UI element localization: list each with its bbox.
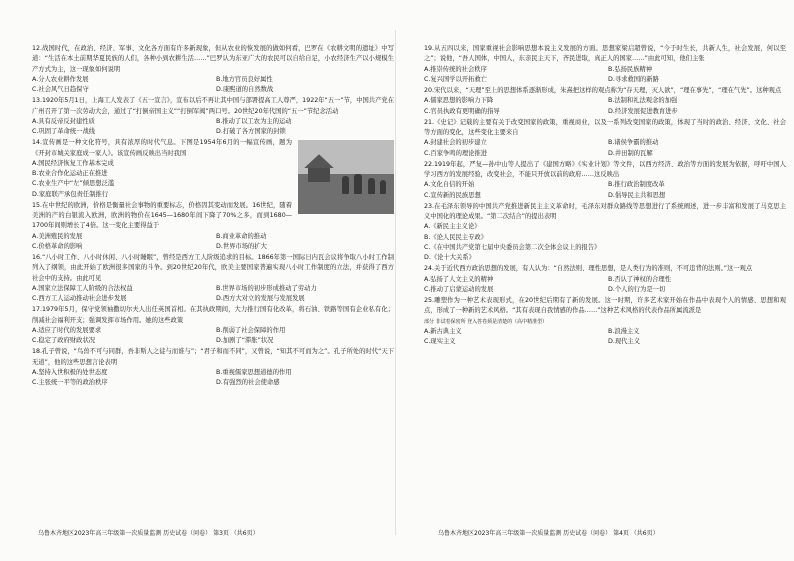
answer-options (32, 75, 394, 96)
answer-option: D.康熙道的自然数战 (216, 86, 274, 93)
question (32, 96, 394, 137)
question-text: 20.宋代以来，“天理”至上的思想体系逐渐形成，朱熹把这样的观点称为“存天理，灭人欲”，“理在事先”，“理在气先”。这种观点 (424, 87, 782, 94)
question-text: 16.“八小时工作、八小时休闲、八小时睡眠”，曾经是西方工人阶级追求的目标。1866年第一国际日内瓦会议将争取八小时工作制列入了纲领，由此开始了欧洲很多国家的斗争。到20世纪20年代，欧美主要国家普遍实现八小时工作制度的立法，并获得了西方社会中的支持。由此可见 (32, 254, 394, 282)
question (424, 264, 786, 295)
answer-options (32, 232, 394, 253)
answer-option: A.文化自信的开始 (424, 181, 475, 189)
question (424, 44, 786, 85)
answer-option: D.打破了各方国家的封锁 (216, 128, 286, 135)
question-text: 18.孔子曾说，“鸟兽不可与同群，吾非斯人之徒与而谁与”；“君子和而不同”，又曾说，“知其不可而为之”。孔子所处的时代“天下无道”，他的这些思想言论表明 (32, 348, 394, 366)
answer-options (32, 117, 394, 138)
question (424, 86, 786, 117)
question (424, 296, 786, 347)
answer-option: C.复兴国学以开拓救亡 (424, 75, 488, 83)
answer-options (424, 180, 786, 201)
answer-option: B.弘扬民族精神 (608, 65, 653, 73)
answer-option: C.农业生产中“左”倾思想泛滥 (32, 180, 115, 188)
answer-option: B.推行政治制度改革 (608, 181, 665, 189)
answer-option: D.加剧了“滞胀”状况 (216, 337, 274, 344)
answer-option: C.稳定了政府财政状况 (32, 337, 96, 344)
question (424, 160, 786, 201)
answer-option: A.分人农业耕作发展 (32, 75, 89, 83)
answer-options (424, 222, 786, 263)
answer-option: C.巩固了革命统一战线 (32, 128, 96, 135)
answer-option: A.美洲殖民的发展 (32, 232, 83, 240)
answer-option: A.具有反帝反封建性质 (32, 117, 95, 125)
answer-options (424, 327, 786, 348)
right-page-column (424, 44, 786, 348)
answer-option: A.坚持入世积极的处世态度 (32, 368, 108, 376)
answer-option: C.官员执政有更明确的指导 (424, 107, 500, 115)
answer-option: D.经济发展促进教育进步 (608, 107, 678, 115)
answer-option: C.百家争鸣的理论推进 (424, 149, 488, 157)
question-text: 24.关于近代西方政治思想的发展，有人认为：“自然法则、理性思想，是人类行为的准则，不可违背的法则。”这一观点 (424, 265, 753, 273)
propaganda-poster-image (298, 140, 394, 214)
answer-option: D.倡导民主共和思想 (608, 191, 666, 199)
question-text: 17.1979年5月，保守党领袖撒切尔夫人出任英国首相。在其执政期间，大力推行国有化改革，将石油、铁路等国有企业私有化；削减社会福利开支；强调发挥市场作用。她的这些政策 (32, 306, 394, 324)
right-page-footer: 乌鲁木齐地区2023年高三年级第一次质量监测 历史试卷（问卷） 第4页 （共6页） (438, 530, 659, 537)
answer-option: C.宣传新的民族思想 (424, 191, 481, 199)
answer-option: B.法制和礼法观念的加强 (608, 97, 678, 105)
answer-option: B.浪漫主义 (608, 327, 640, 335)
answer-option: A.推崇传统的社会秩序 (424, 65, 487, 73)
answer-options (424, 65, 786, 86)
answer-option: A.封建社会的初步建立 (424, 139, 487, 147)
answer-option: D.井田制的瓦解 (608, 149, 653, 157)
question-text: 13.1920年5月1日，上海工人发表了《五一宣言》，宣布以后不再让其中国与部署提高工人尊严，1922年“五一”节，中国共产党在广州召开了第一次劳动大会，通过了“打倒帝国主义”“打倒军阀”两口号。20世纪20年代国的“五一”节纪念活动 (32, 97, 394, 115)
answer-option: B.地方官员良好属性 (216, 75, 273, 83)
question-text: 21.《史记》记载的主要有关于改变国家的政策，重视商业，以及一系列改变国家的政策，体现了当时的政治、经济、文化、社会等方面的变化，这些变化主要来自 (424, 118, 786, 136)
answer-option: C.社会风气日趋保守 (32, 86, 89, 93)
answer-option: B.重视儒家思想道德的作用 (216, 368, 292, 376)
answer-option: A.儒家思想的影响力下降 (424, 97, 494, 105)
answer-option: A.适应了时代的发展要求 (32, 326, 102, 334)
question (32, 305, 394, 346)
question-text: 15.在中世纪的欧洲，价格是衡量社会事物的重要标志，价格因其变动而发展。16世纪，随着美洲的产的白银流入欧洲，欧洲的物价在1645—1680年间下降了70%之多，而到1680—1700年间则增长了4倍。这一变化主要得益于 (32, 201, 292, 230)
answer-option: A.国民经济恢复工作基本完成 (32, 159, 114, 167)
left-page-footer: 乌鲁木齐地区2023年高三年级第一次质量监测 历史试卷（问卷） 第3页 （共6页） (38, 530, 259, 537)
answer-options (424, 96, 786, 117)
answer-option: C.主张统一平等的政治秩序 (32, 379, 108, 386)
answer-option: B.世界市场的初步形成推动了劳动力 (216, 284, 317, 292)
question-note: 部分 非试卷保密所 登入答卷须是清楚的（高中精准型） (424, 318, 548, 325)
answer-option: D.寻求救国的新路 (608, 75, 659, 83)
answer-options (32, 368, 394, 389)
left-page-column (32, 44, 394, 389)
answer-option: A.国家立法保障工人阶级的合法权益 (32, 284, 133, 292)
answer-option: A.弘扬了人文主义的精神 (424, 275, 494, 283)
answer-option: B.商业革命的推动 (216, 232, 267, 240)
question-text: 12.战国时代，在政治、经济、军事、文化各方面有许多新现象，但从农业的恢发展的做如何看，巴罗在《农耕文明的遗址》中写道：“生活在本土前期华夏民族的人们，各种小到农耕生活……”巴罗认为东亚广大的农民可以自给自足，小农经济生产以小规模生产方式为主，这一现象如何说明 (32, 45, 394, 73)
answer-option: B.《论人民民主专政》 (424, 233, 487, 241)
question (32, 44, 394, 95)
question-text: 23.在毛泽东领导的中国共产党推进新民主主义革命时，毛泽东对群众路线等思想进行了系统阐述，进一步丰富和发展了马克思主义中国化的理论成果。“第二次结合”的提出表明 (424, 202, 786, 220)
answer-option: D.《论十大关系》 (424, 254, 475, 261)
question-text: 22.1919年起，严复—孙中山等人提出了《建国方略》《实业计划》等文件，以西方经济、政治等方面的发展为依据，呼吁中国人学习西方的发展经验，改变社会，不能只开放以前的政府……这反映出 (424, 160, 786, 178)
question-text: 25.雕塑作为一种艺术表现形式，在20世纪后期有了新的发展。这一时期，许多艺术家开始在作品中表现个人的情感、思想和观点，形成了一种新的艺术风格。“其有表现自我情感的作品……”这种艺术风格的代表作品所属流派是 (424, 297, 786, 315)
answer-options (32, 326, 394, 347)
answer-option: B.诸侯争霸的推动 (608, 139, 659, 147)
answer-option: C.现实主义 (424, 338, 456, 345)
question-text: 14.宣传画是一种文化符号，具有浓厚的时代气息。下图是1954年6月的一幅宣传画，题为《开封市城关家庭成一家人》。该宣传画反映出当时我国 (32, 139, 292, 157)
answer-option: A.新古典主义 (424, 327, 462, 335)
question-text: 19.从五四以来，国家重视社会影响思想本说主义发展的方面。思想家梁启超曾说，“今于时生长，共新人生，社会发展，何以至之”；说他，“吾人国体，中国人，东亲民主天下，齐民进取，真正人的国家……”由此可知，他们主张 (424, 45, 786, 63)
answer-option: C.价格革命的影响 (32, 242, 83, 250)
question (424, 118, 786, 159)
answer-option: B.否认了神权的合理性 (608, 275, 671, 283)
question (32, 138, 394, 200)
answer-option: D.个人的行为是一切 (608, 285, 666, 293)
answer-option: D.家庭联产承包责任制推行 (32, 190, 109, 198)
question (424, 202, 786, 264)
answer-options (424, 275, 786, 296)
answer-option: D.世界市场的扩大 (216, 242, 267, 250)
answer-option: B.推动了以工农为主的运动 (216, 117, 292, 125)
answer-option: C.推动了启蒙运动的发展 (424, 285, 494, 293)
answer-option: C.西方工人运动推动社会进步发展 (32, 295, 127, 302)
answer-options (32, 284, 394, 305)
page-divider (395, 30, 396, 535)
answer-option: B.农业合作化运动正在推进 (32, 170, 108, 177)
answer-option: C.《在中国共产党第七届中央委员会第二次全体会议上的报告》 (424, 243, 601, 251)
answer-option: D.现代主义 (608, 338, 641, 345)
answer-option: D.西方大对立的发展与发展发展 (216, 295, 305, 302)
answer-option: B.削弱了社会保障的作用 (216, 326, 286, 334)
answer-options (424, 138, 786, 159)
answer-option: A.《新民主主义论》 (424, 223, 481, 231)
answer-option: D.有强烈的社会使命感 (216, 379, 280, 386)
question (32, 253, 394, 304)
question (32, 347, 394, 388)
